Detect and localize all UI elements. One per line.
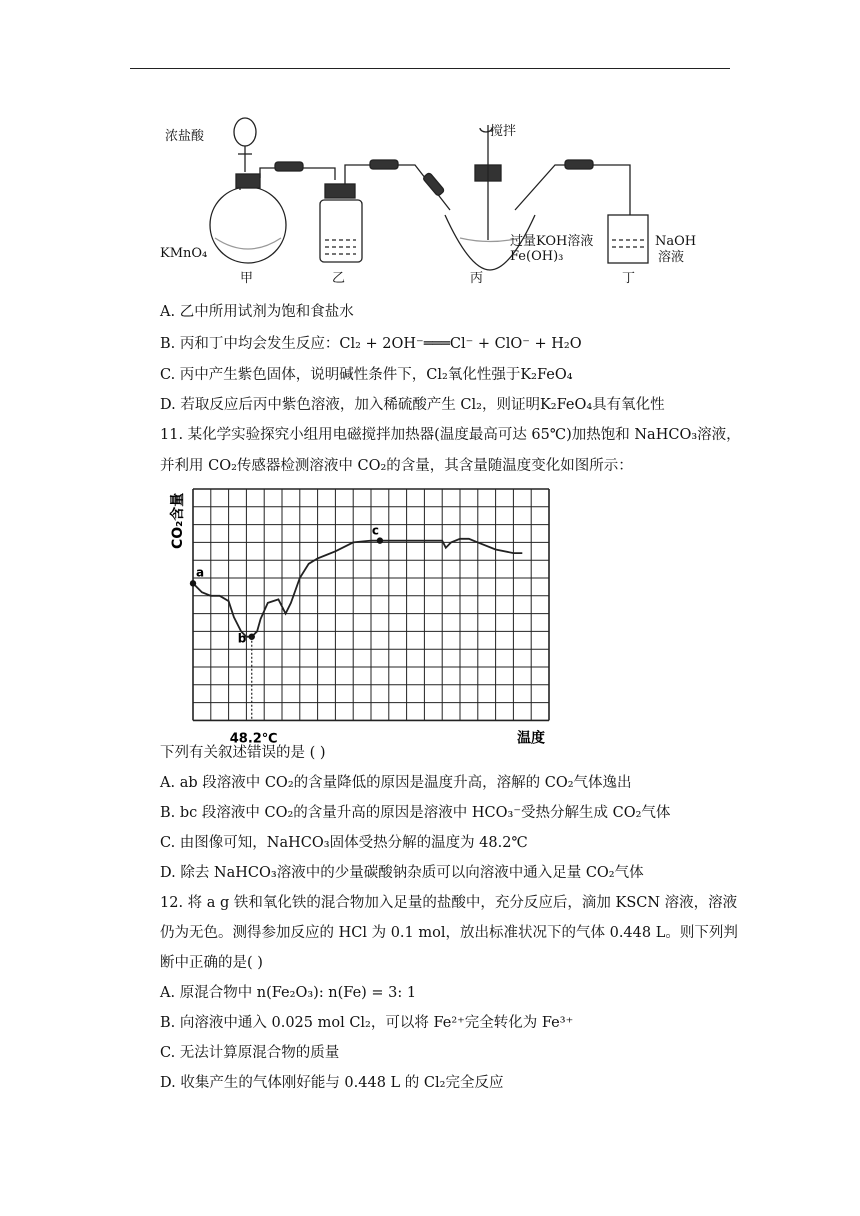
q10-option-c: C. 丙中产生紫色固体，说明碱性条件下，Cl₂氧化性强于K₂FeO₄ [160, 367, 573, 383]
q12-stem-line1: 12. 将 a g 铁和氧化铁的混合物加入足量的盐酸中，充分反应后，滴加 KSCN 溶液，溶液 [160, 895, 738, 911]
separatory-funnel [234, 118, 256, 146]
q12-option-b: B. 向溶液中通入 0.025 mol Cl₂，可以将 Fe²⁺完全转化为 Fe³⁺ [160, 1015, 574, 1031]
label-jia: 甲 [240, 271, 254, 286]
q11-option-a: A. ab 段溶液中 CO₂的含量降低的原因是温度升高，溶解的 CO₂气体逸出 [160, 775, 632, 791]
q10-option-a: A. 乙中所用试剂为饱和食盐水 [160, 304, 354, 320]
q12-option-a: A. 原混合物中 n(Fe₂O₃): n(Fe) = 3: 1 [160, 985, 417, 1001]
x-axis-label: 温度 [517, 730, 545, 747]
co2-temperature-chart [160, 484, 560, 747]
label-hcl: 浓盐酸 [165, 129, 205, 144]
label-stir: 搅拌 [490, 124, 517, 139]
label-naoh: NaOH [655, 234, 697, 249]
flask-jia [210, 187, 286, 263]
q11-prompt: 下列有关叙述错误的是 ( ) [160, 745, 326, 761]
point-label-a: a [196, 565, 205, 580]
point-b [249, 634, 255, 640]
q11-stem-line2: 并利用 CO₂传感器检测溶液中 CO₂的含量，其含量随温度变化如图所示： [160, 458, 633, 474]
q11-option-c: C. 由图像可知，NaHCO₃固体受热分解的温度为 48.2℃ [160, 835, 528, 851]
co2-curve [193, 539, 522, 637]
q12-stem-line3: 断中正确的是( ) [160, 955, 263, 971]
bottle-yi [320, 200, 362, 262]
q11-stem-line1: 11. 某化学实验探究小组用电磁搅拌加热器(温度最高可达 65℃)加热饱和 NaHCO₃溶液， [160, 427, 741, 443]
label-bing: 丙 [470, 271, 484, 286]
header-rule [130, 68, 730, 69]
label-yi: 乙 [332, 271, 346, 286]
point-label-c: c [371, 523, 380, 538]
point-c [377, 537, 383, 543]
q11-option-d: D. 除去 NaHCO₃溶液中的少量碳酸钠杂质可以向溶液中通入足量 CO₂气体 [160, 865, 644, 881]
label-naoh-solution: 溶液 [658, 250, 685, 265]
beaker-ding [608, 215, 648, 263]
label-ding: 丁 [622, 271, 636, 286]
label-kmno4: KMnO₄ [160, 246, 208, 261]
label-koh: 过量KOH溶液 [510, 234, 594, 249]
apparatus-diagram [160, 110, 720, 295]
point-a [190, 580, 196, 586]
point-label-b: b [237, 631, 247, 646]
x-tick-48-2: 48.2℃ [229, 731, 278, 747]
label-feoh3: Fe(OH)₃ [510, 249, 564, 264]
q12-option-d: D. 收集产生的气体刚好能与 0.448 L 的 Cl₂完全反应 [160, 1075, 504, 1091]
q11-option-b: B. bc 段溶液中 CO₂的含量升高的原因是溶液中 HCO₃⁻受热分解生成 CO₂气体 [160, 805, 671, 821]
q12-option-c: C. 无法计算原混合物的质量 [160, 1045, 340, 1061]
y-axis-label: CO₂含量 [170, 492, 186, 549]
q10-option-d: D. 若取反应后丙中紫色溶液，加入稀硫酸产生 Cl₂，则证明K₂FeO₄具有氧化性 [160, 397, 665, 413]
q10-option-b: B. 丙和丁中均会发生反应：Cl₂ + 2OH⁻═══Cl⁻ + ClO⁻ + H₂O [160, 336, 582, 352]
q12-stem-line2: 仍为无色。测得参加反应的 HCl 为 0.1 mol，放出标准状况下的气体 0.448 L。则下列判 [160, 925, 738, 941]
